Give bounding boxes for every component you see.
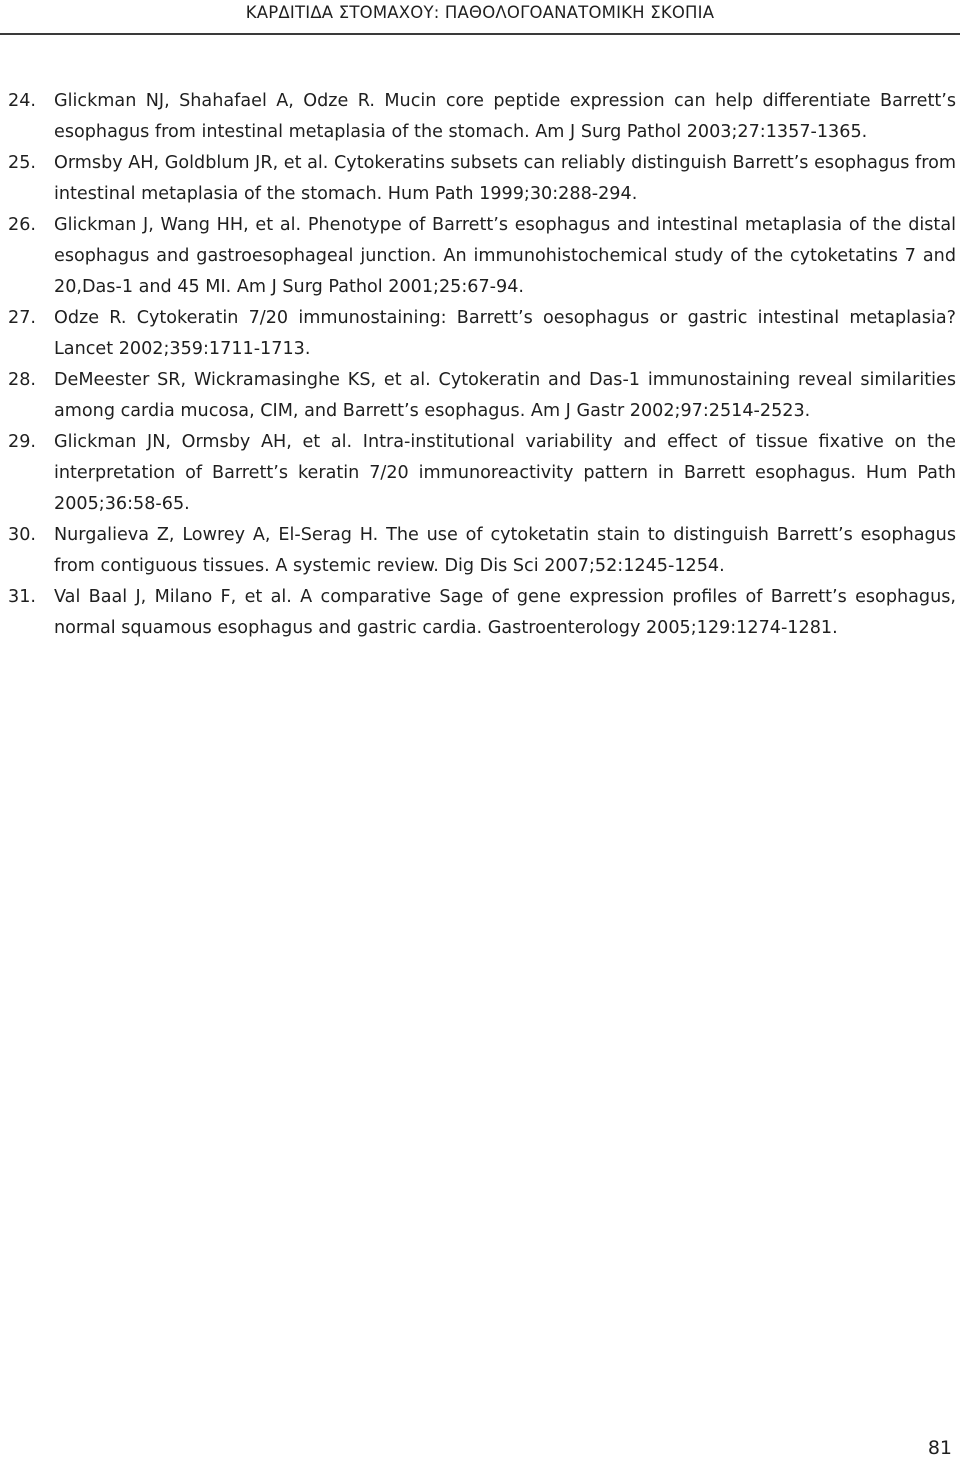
- reference-item-30: [0, 520, 960, 582]
- reference-text: Glickman NJ, Shahafael A, Odze R. Mucin core peptide expression can help differentiate Barrett’s esophagus from intestinal metaplasia of the stomach. Am J Surg Pathol 2003;27:1357-1365.: [54, 91, 956, 142]
- reference-number: 24.: [8, 91, 36, 111]
- reference-text: Glickman JN, Ormsby AH, et al. Intra-institutional variability and effect of tissue fixative on the interpretation of Barrett’s keratin 7/20 immunoreactivity pattern in Barrett esophagus. Hum Path 2005;36:58-65.: [54, 432, 956, 514]
- running-header: ΚΑΡΔΙΤΙΔΑ ΣΤΟΜΑΧΟΥ: ΠΑΘΟΛΟΓΟΑΝΑΤΟΜΙΚΗ ΣΚΟΠΙΑ: [245, 3, 715, 22]
- reference-number: 31.: [8, 587, 36, 607]
- reference-number: 27.: [8, 308, 36, 328]
- reference-number: 26.: [8, 215, 36, 235]
- reference-item-29: [0, 427, 960, 520]
- reference-text: Nurgalieva Z, Lowrey A, El-Serag H. The use of cytoketatin stain to distinguish Barrett’s esophagus from contiguous tissues. A systemic review. Dig Dis Sci 2007;52:1245-1254.: [54, 525, 956, 576]
- reference-number: 30.: [8, 525, 36, 545]
- reference-text: Ormsby AH, Goldblum JR, et al. Cytokeratins subsets can reliably distinguish Barrett’s esophagus from intestinal metaplasia of the stomach. Hum Path 1999;30:288-294.: [54, 153, 956, 204]
- reference-item-25: [0, 148, 960, 210]
- reference-item-31: [0, 582, 960, 644]
- reference-text: Glickman J, Wang HH, et al. Phenotype of Barrett’s esophagus and intestinal metaplasia of the distal esophagus and gastroesophageal junction. An immunohistochemical study of the cytoketatins 7 and 20,Das-1 and 45 MI. Am J Surg Pathol 2001;25:67-94.: [54, 215, 956, 297]
- reference-text: DeMeester SR, Wickramasinghe KS, et al. Cytokeratin and Das-1 immunostaining reveal similarities among cardia mucosa, CIM, and Barrett’s esophagus. Am J Gastr 2002;97:2514-2523.: [54, 370, 956, 421]
- reference-item-24: [0, 86, 960, 148]
- page-number: 81: [927, 1437, 952, 1459]
- header-divider: [0, 33, 960, 35]
- reference-number: 28.: [8, 370, 36, 390]
- reference-item-28: [0, 365, 960, 427]
- reference-item-26: [0, 210, 960, 303]
- reference-text: Odze R. Cytokeratin 7/20 immunostaining: Barrett’s oesophagus or gastric intestinal metaplasia? Lancet 2002;359:1711-1713.: [54, 308, 956, 359]
- reference-number: 25.: [8, 153, 36, 173]
- reference-number: 29.: [8, 432, 36, 452]
- reference-text: Val Baal J, Milano F, et al. A comparative Sage of gene expression profiles of Barrett’s esophagus, normal squamous esophagus and gastric cardia. Gastroenterology 2005;129:1274-1281.: [54, 587, 956, 638]
- reference-list: [0, 86, 960, 644]
- reference-item-27: [0, 303, 960, 365]
